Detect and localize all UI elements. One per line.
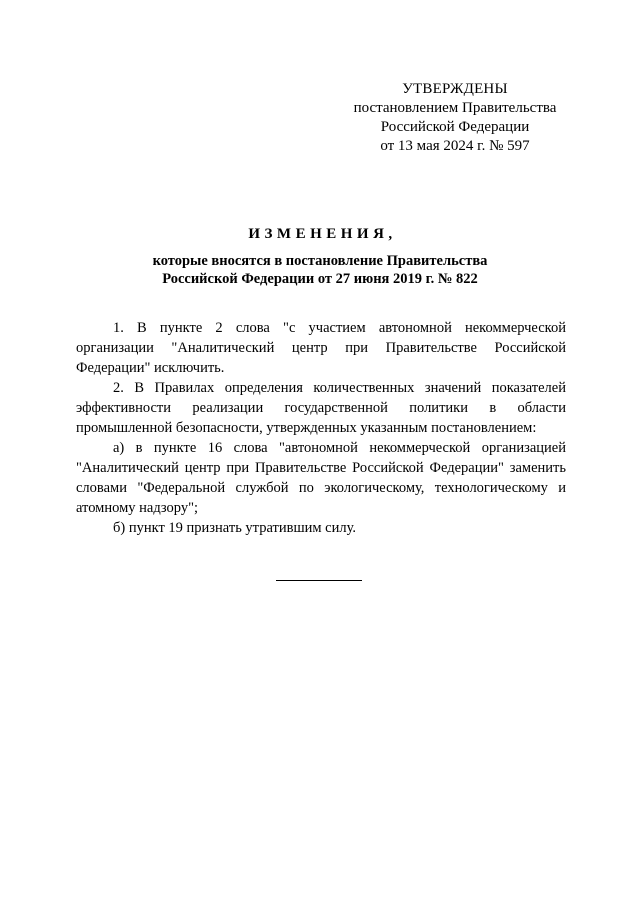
document-title-block [0,224,640,288]
paragraph-2: 2. В Правилах определения количественных значений показателей эффективности реализации государственной политики в области промышленной безопасности, утвержденных указанным постановлением: [76,380,566,436]
approval-line-3: от 13 мая 2024 г. № 597 [380,138,530,154]
approval-line-1: постановлением Правительства [353,100,557,116]
paragraph-1: 1. В пункте 2 слова "с участием автономной некоммерческой организации "Аналитический центр при Правительстве Российской Федерации" исключить. [76,320,566,376]
document-subtitle-1: которые вносятся в постановление Правительства [152,253,488,269]
closing-separator-line [276,580,362,581]
document-body [76,318,566,538]
approval-heading: УТВЕРЖДЕНЫ [402,81,508,97]
document-subtitle-2: Российской Федерации от 27 июня 2019 г. № 822 [162,271,478,287]
approval-line-2: Российской Федерации [380,119,530,135]
document-title: ИЗМЕНЕНИЯ, [248,226,397,242]
approval-stamp [330,80,580,156]
paragraph-4: б) пункт 19 признать утратившим силу. [113,520,357,536]
paragraph-3: а) в пункте 16 слова "автономной некоммерческой организацией "Аналитический центр при Правительстве Российской Федерации" заменить словами "Федеральной службой по экологическому, технологическому и атомному надзору"; [76,440,566,516]
